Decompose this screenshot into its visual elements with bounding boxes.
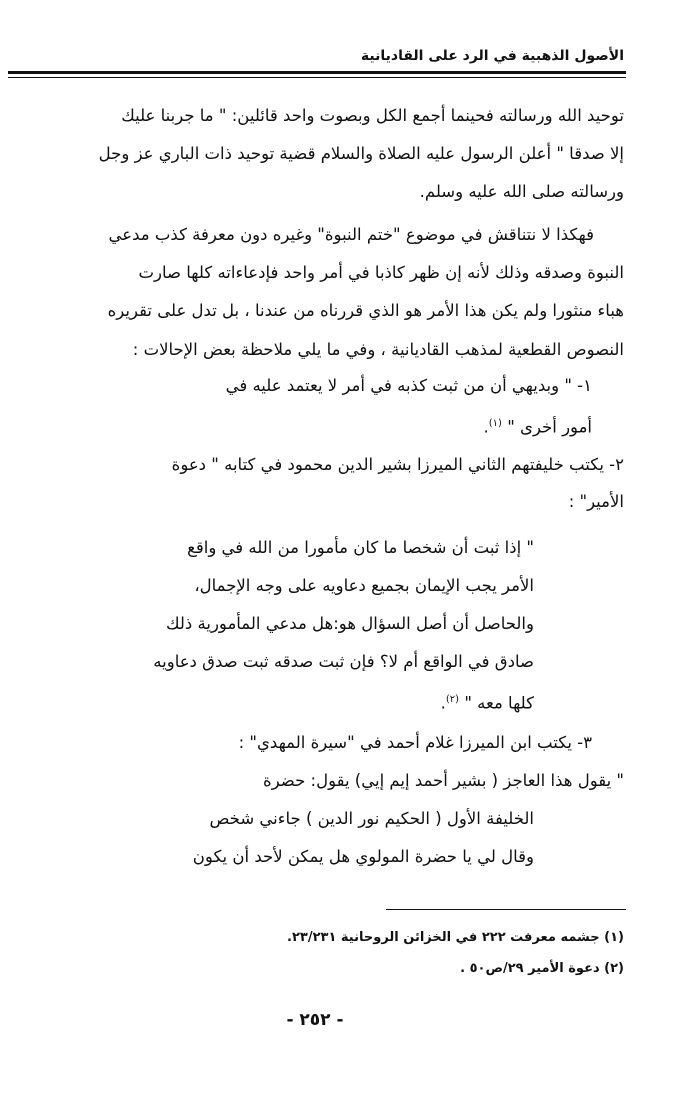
header-rule-thin (8, 77, 626, 78)
quote-2-line-1: " يقول هذا العاجز ( بشير أحمد إيم إيي) يقول: حضرة (263, 771, 624, 790)
body-line-6: هباء منثورا ولم يكن هذا الأمر هو الذي قررناه من عندنا ، بل تدل على تقريره (107, 301, 624, 320)
body-line-4: فهكذا لا نتناقش في موضوع "ختم النبوة" وغيره دون معرفة كذب مدعي (108, 225, 594, 244)
quote-2-line-2: الخليفة الأول ( الحكيم نور الدين ) جاءني شخص (209, 809, 534, 828)
quote-1-line-4: صادق في الواقع أم لا؟ فإن ثبت صدقه ثبت صدق دعاويه (153, 652, 534, 671)
quote-1-line-5-text: كلها معه " (464, 693, 534, 713)
body-line-1: توحيد الله ورسالته فحينما أجمع الكل وبصوت واحد قائلين: " ما جربنا عليك (121, 106, 624, 125)
footnote-separator (386, 909, 626, 910)
list-item-1-cont: أمور أخرى " $^{(١)}$. (483, 417, 592, 437)
list-item-3: ٣- يكتب ابن الميرزا غلام أحمد في "سيرة المهدي" : (238, 733, 592, 752)
list-item-1-cont-text: أمور أخرى " (507, 417, 592, 437)
list-item-1: ١- " وبديهي أن من ثبت كذبه في أمر لا يعتمد عليه في (225, 376, 592, 395)
footnote-ref-1: (١) (488, 418, 502, 429)
footnote-ref-2: (٢) (445, 694, 460, 705)
quote-1-line-3: والحاصل أن أصل السؤال هو:هل مدعي المأمورية ذلك (165, 614, 534, 633)
list-item-2: ٢- يكتب خليفتهم الثاني الميرزا بشير الدين محمود في كتابه " دعوة (171, 455, 624, 474)
running-header: الأصول الذهبية في الرد على القاديانية (360, 48, 624, 64)
body-line-2: إلا صدقا " أعلن الرسول عليه الصلاة والسلام قضية توحيد ذات الباري عز وجل (98, 144, 624, 163)
quote-1-line-2: الأمر يجب الإيمان بجميع دعاويه على وجه الإجمال، (194, 576, 534, 595)
quote-1-line-1: " إذا ثبت أن شخصا ما كان مأمورا من الله في واقع (187, 538, 534, 557)
body-line-3: ورسالته صلى الله عليه وسلم. (419, 182, 624, 201)
footnote-2: (٢) دعوة الأمير ٢٩/ص٥٠ . (460, 961, 624, 976)
list-item-2-cont: الأمير" : (568, 492, 624, 511)
footnote-1: (١) جشمه معرفت ٢٢٢ في الخزائن الروحانية ٢٣/٢٣١. (287, 930, 624, 945)
header-rule-thick (8, 71, 626, 74)
quote-2-line-3: وقال لي يا حضرة المولوي هل يمكن لأحد أن يكون (192, 847, 534, 866)
body-line-7: النصوص القطعية لمذهب القاديانية ، وفي ما يلي ملاحظة بعض الإحالات : (132, 340, 624, 359)
quote-1-line-5: كلها معه " $^{(٢)}$. (440, 693, 534, 713)
page-number: - ٢٥٢ - (286, 1010, 344, 1030)
body-line-5: النبوة وصدقه وذلك لأنه إن ظهر كاذبا في أمر واحد فإدعاءاته كلها صارت (138, 263, 624, 282)
